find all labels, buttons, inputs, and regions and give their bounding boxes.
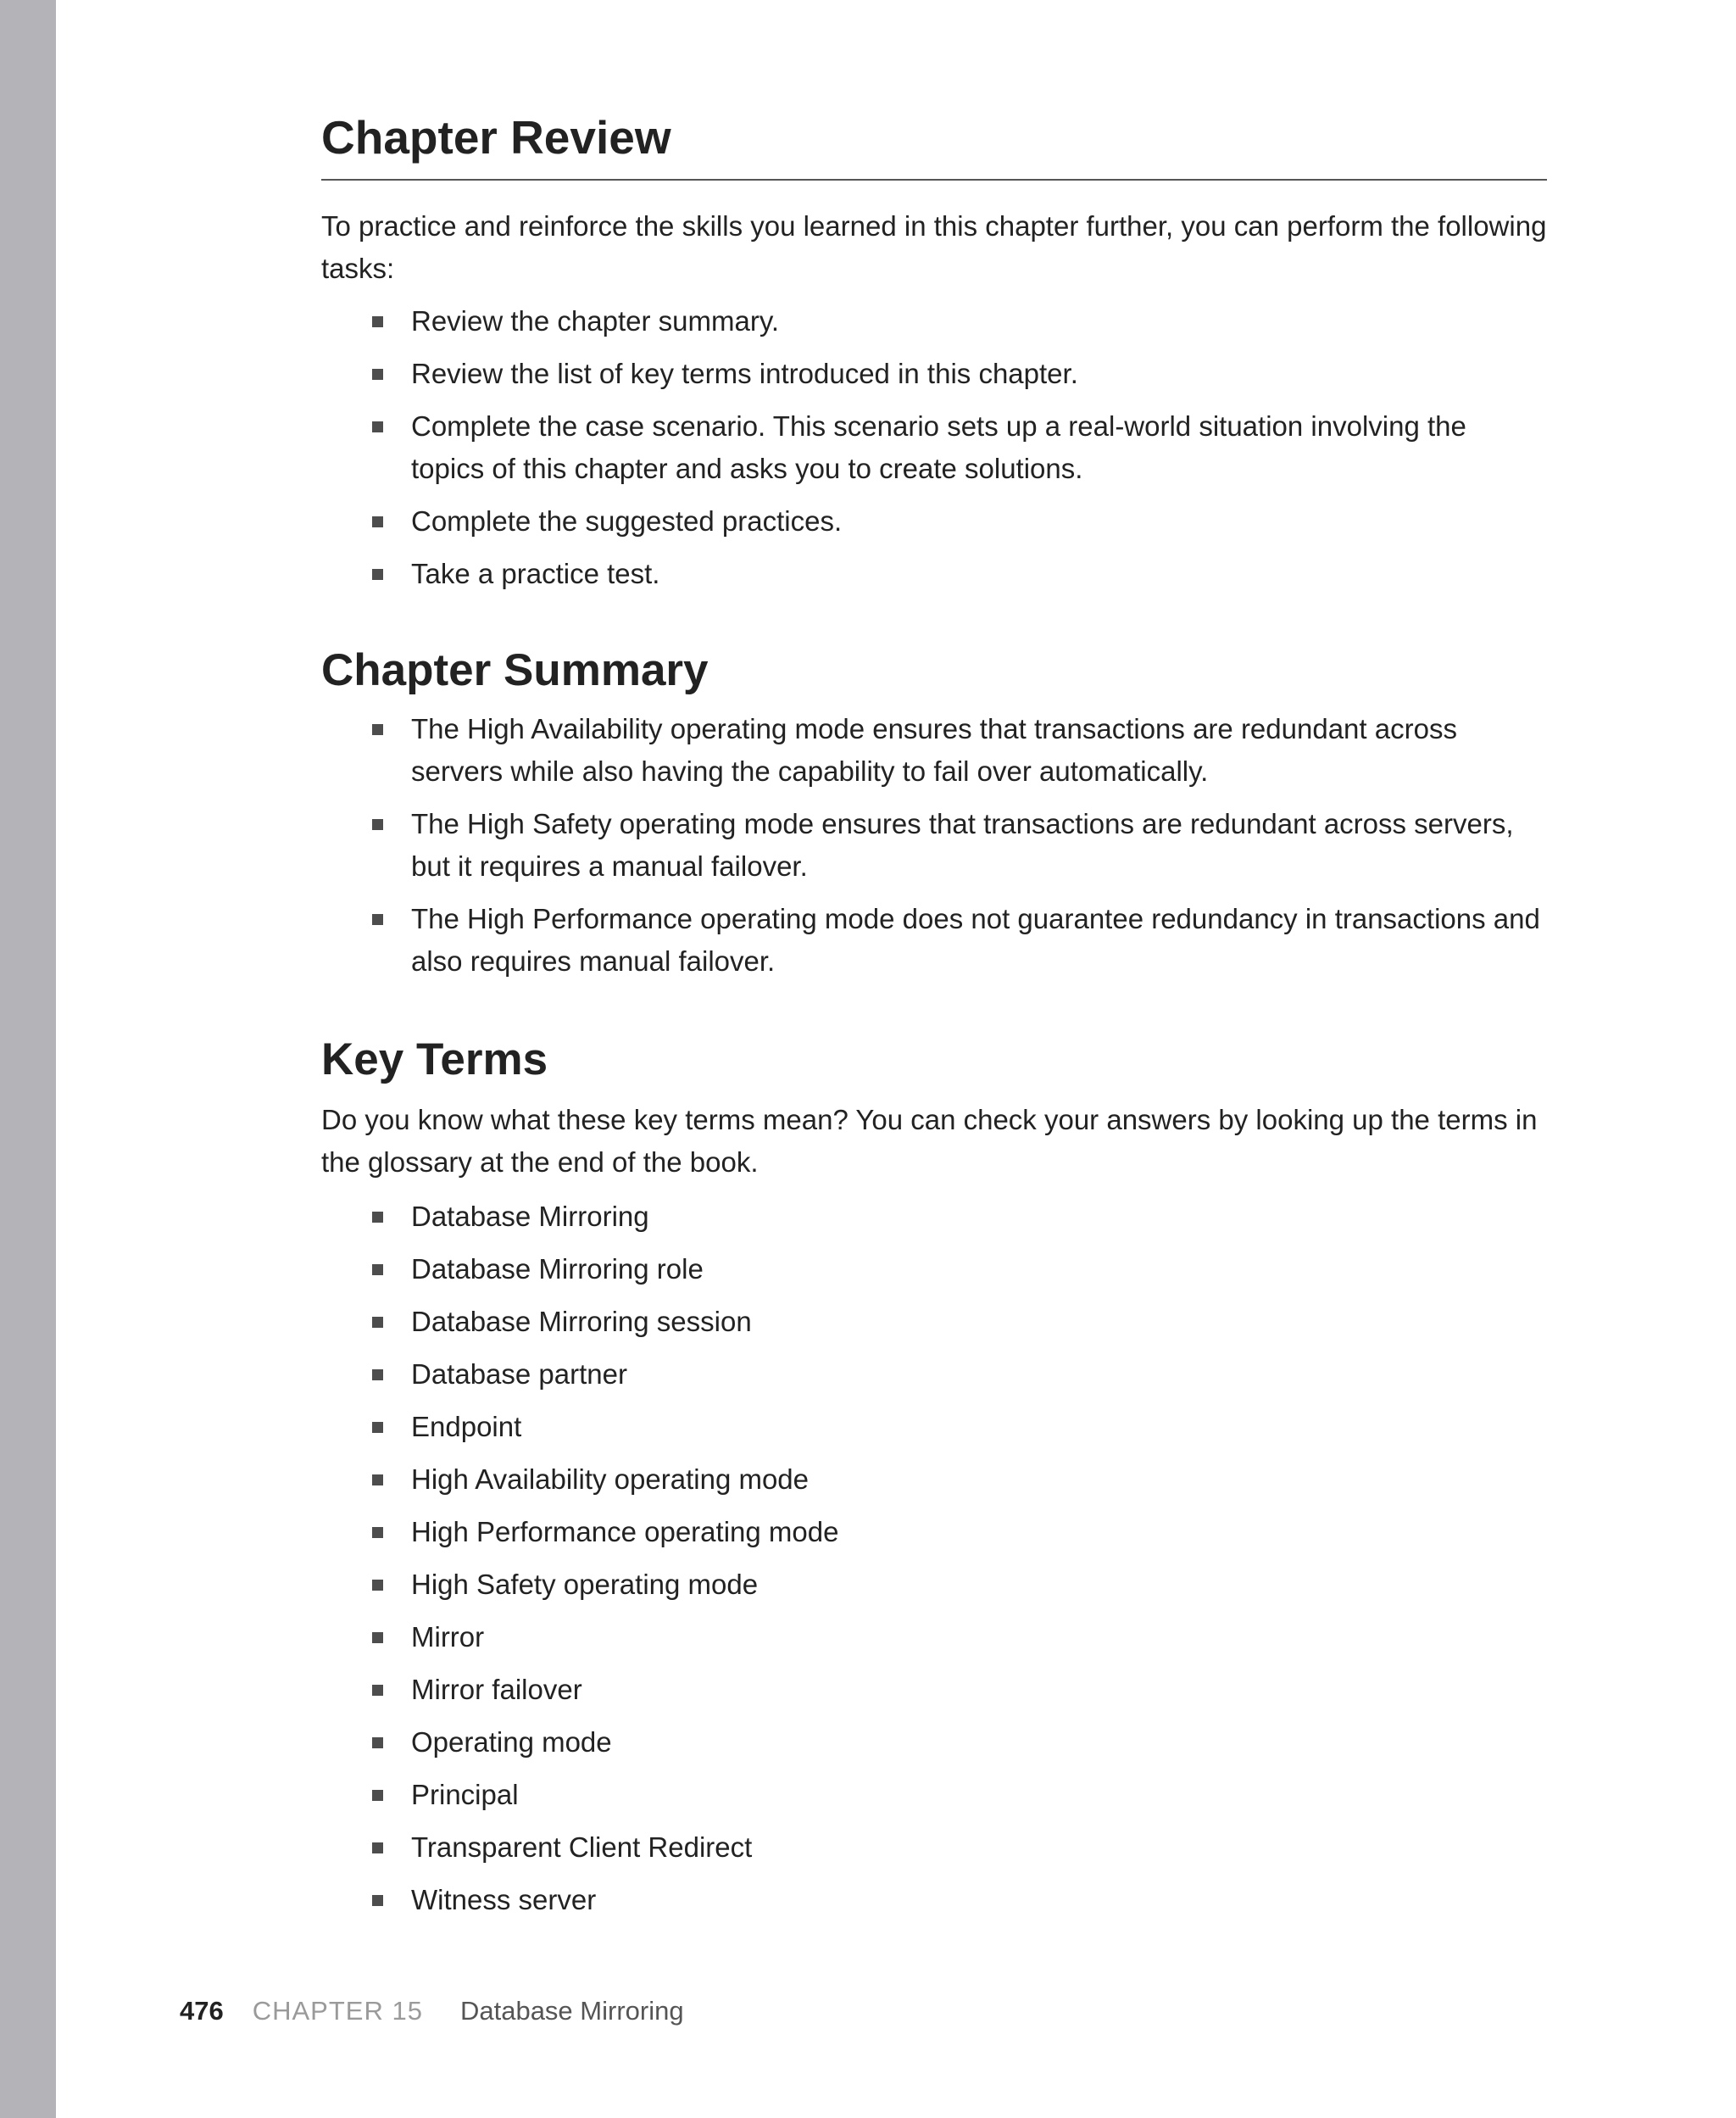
list-item: Database Mirroring role — [321, 1248, 1547, 1290]
bullet-icon — [372, 1790, 383, 1801]
list-item: Database Mirroring session — [321, 1301, 1547, 1343]
bullet-icon — [372, 569, 383, 580]
list-item: Operating mode — [321, 1721, 1547, 1764]
bullet-icon — [372, 316, 383, 327]
list-item: Transparent Client Redirect — [321, 1826, 1547, 1869]
list-item: Database Mirroring — [321, 1196, 1547, 1238]
bullet-icon — [372, 516, 383, 527]
list-item: High Performance operating mode — [321, 1511, 1547, 1553]
bullet-icon — [372, 1369, 383, 1380]
list-item: Witness server — [321, 1879, 1547, 1921]
list-item: Mirror — [321, 1616, 1547, 1658]
page-number: 476 — [180, 1996, 224, 2026]
list-item: Complete the case scenario. This scenario sets up a real-world situation involving the topics of this chapter and asks you to create solutions. — [321, 405, 1547, 490]
bullet-icon — [372, 1737, 383, 1748]
list-item: Principal — [321, 1774, 1547, 1816]
chapter-summary-heading: Chapter Summary — [321, 645, 709, 695]
list-item: The High Safety operating mode ensures that transactions are redundant across servers, but it requires a manual failover. — [321, 803, 1547, 888]
bullet-icon — [372, 1317, 383, 1328]
key-terms-heading: Key Terms — [321, 1034, 548, 1084]
list-item: High Safety operating mode — [321, 1563, 1547, 1606]
list-item: High Availability operating mode — [321, 1458, 1547, 1501]
bullet-icon — [372, 1422, 383, 1433]
bullet-icon — [372, 819, 383, 830]
bullet-icon — [372, 1212, 383, 1223]
list-item: Review the chapter summary. — [321, 300, 1547, 343]
bullet-icon — [372, 1632, 383, 1643]
list-item: Mirror failover — [321, 1669, 1547, 1711]
bullet-icon — [372, 1685, 383, 1696]
page-edge-strip — [0, 0, 56, 2118]
key-terms-intro: Do you know what these key terms mean? You can check your answers by looking up the terms in the glossary at the end of the book. — [321, 1104, 1538, 1178]
page-footer — [180, 1993, 684, 2030]
bullet-icon — [372, 724, 383, 735]
bullet-icon — [372, 1474, 383, 1485]
chapter-review-heading: Chapter Review — [321, 111, 671, 164]
list-item: The High Performance operating mode does not guarantee redundancy in transactions and also requires manual failover. — [321, 898, 1547, 983]
chapter-summary-list — [321, 708, 1547, 993]
chapter-review-list — [321, 300, 1547, 605]
bullet-icon — [372, 1895, 383, 1906]
heading-rule — [321, 179, 1547, 181]
list-item: Database partner — [321, 1353, 1547, 1396]
bullet-icon — [372, 1527, 383, 1538]
list-item: Complete the suggested practices. — [321, 500, 1547, 543]
chapter-review-intro: To practice and reinforce the skills you learned in this chapter further, you can perform the following tasks: — [321, 210, 1547, 284]
bullet-icon — [372, 1842, 383, 1853]
chapter-label: CHAPTER 15 — [252, 1996, 423, 2026]
bullet-icon — [372, 421, 383, 432]
key-terms-list — [321, 1196, 1547, 1931]
bullet-icon — [372, 1580, 383, 1591]
bullet-icon — [372, 914, 383, 925]
bullet-icon — [372, 369, 383, 380]
chapter-title: Database Mirroring — [459, 1996, 684, 2026]
list-item: The High Availability operating mode ensures that transactions are redundant across servers while also having the capability to fail over automatically. — [321, 708, 1547, 793]
list-item: Endpoint — [321, 1406, 1547, 1448]
list-item: Review the list of key terms introduced in this chapter. — [321, 353, 1547, 395]
list-item: Take a practice test. — [321, 553, 1547, 595]
bullet-icon — [372, 1264, 383, 1275]
